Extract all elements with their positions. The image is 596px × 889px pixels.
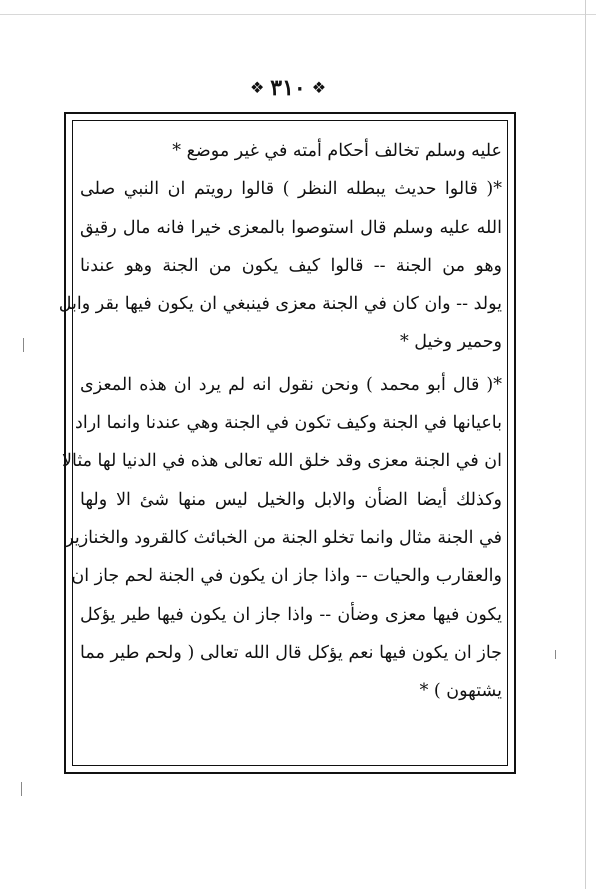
text-line: وحمير وخيل * bbox=[399, 332, 502, 353]
text-line: في الجنة مثال وانما تخلو الجنة من الخبائث كالقرود والخنازير bbox=[65, 527, 502, 548]
scan-right-edge bbox=[585, 0, 586, 889]
text-line: يكون فيها معزى وضأن -- واذا جاز ان يكون فيها طير يؤكل bbox=[80, 604, 502, 625]
ornament-icon: ❖ bbox=[311, 78, 327, 97]
text-line: ان في الجنة معزى وقد خلق الله تعالى هذه في الدنيا لها مثالا bbox=[62, 451, 502, 472]
text-line: الله عليه وسلم قال استوصوا بالمعزى خيرا فانه مال رقيق bbox=[80, 217, 502, 238]
paragraph bbox=[80, 132, 502, 170]
paragraph bbox=[62, 366, 502, 711]
margin-mark bbox=[21, 782, 22, 796]
text-line: وهو من الجنة -- قالوا كيف يكون من الجنة وهو عندنا bbox=[80, 255, 502, 276]
page-number: ٣١٠ bbox=[270, 75, 306, 101]
margin-mark bbox=[23, 338, 24, 352]
paragraph bbox=[58, 170, 502, 361]
text-line: وكذلك أيضا الضأن والابل والخيل ليس منها شئ الا ولها bbox=[80, 489, 502, 510]
scan-top-rule bbox=[0, 14, 596, 15]
text-line: جاز ان يكون فيها نعم يؤكل قال الله تعالى ( ولحم طير مما bbox=[80, 642, 502, 663]
text-line: *( قال أبو محمد ) ونحن نقول انه لم يرد ان هذه المعزى bbox=[80, 374, 502, 395]
text-line: يولد -- وان كان في الجنة معزى فينبغي ان يكون فيها بقر وابل bbox=[58, 294, 502, 315]
text-line: والعقارب والحيات -- واذا جاز ان يكون في الجنة لحم جاز ان bbox=[71, 566, 502, 587]
text-line: يشتهون ) * bbox=[419, 681, 502, 702]
text-line: عليه وسلم تخالف أحكام أمته في غير موضع * bbox=[172, 141, 502, 161]
text-line: باعيانها في الجنة وكيف تكون في الجنة وهي عندنا وانما اراد bbox=[75, 413, 502, 434]
ornament-icon: ❖ bbox=[249, 78, 265, 97]
text-line: *( قالوا حديث يبطله النظر ) قالوا رويتم ان النبي صلى bbox=[80, 179, 502, 200]
page-body bbox=[58, 132, 502, 710]
page-header bbox=[233, 70, 343, 106]
margin-mark bbox=[555, 650, 556, 659]
